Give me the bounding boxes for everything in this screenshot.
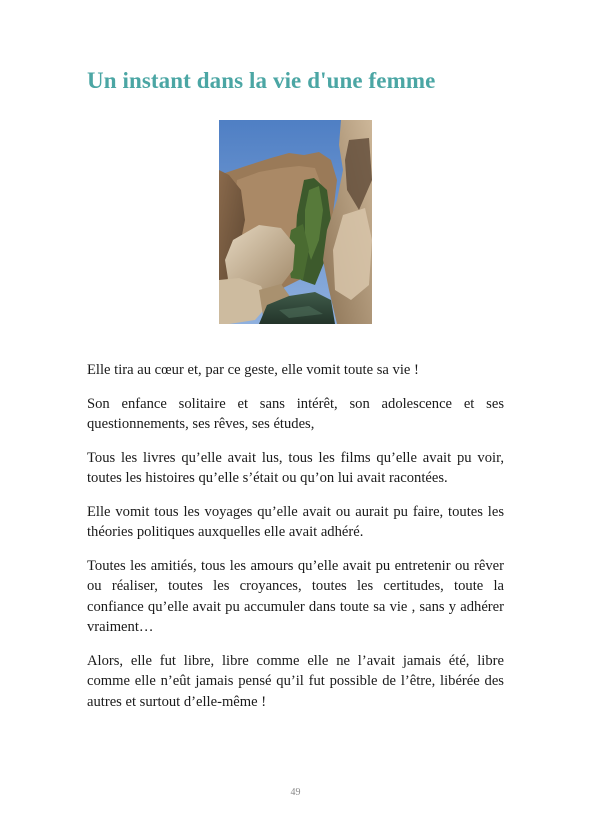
- paragraph: Son enfance solitaire et sans intérêt, son adolescence et ses questionnements, ses rêves, ses études,: [87, 395, 504, 432]
- body-text: [87, 360, 504, 725]
- paragraph: Alors, elle fut libre, libre comme elle ne l’avait jamais été, libre comme elle n’eût jamais pensé qu’il fut possible de l’être, libérée des autres et surtout d’elle-même !: [87, 652, 504, 710]
- canyon-photo: [219, 120, 372, 324]
- paragraph: Tous les livres qu’elle avait lus, tous les films qu’elle avait pu voir, toutes les histoires qu’elle s’était ou qu’on lui avait racontées.: [87, 449, 504, 486]
- page-title: Un instant dans la vie d'une femme: [87, 68, 436, 93]
- paragraph: Toutes les amitiés, tous les amours qu’elle avait pu entretenir ou rêver ou réaliser, toutes les croyances, toutes les certitudes, toute la confiance qu’elle avait pu accumuler dans toute sa vie , sans y adhérer vraiment…: [87, 557, 504, 635]
- paragraph: Elle vomit tous les voyages qu’elle avait ou aurait pu faire, toutes les théories politiques auxquelles elle avait adhéré.: [87, 503, 504, 540]
- page-number: 49: [290, 787, 301, 798]
- paragraph: Elle tira au cœur et, par ce geste, elle vomit toute sa vie !: [87, 362, 419, 378]
